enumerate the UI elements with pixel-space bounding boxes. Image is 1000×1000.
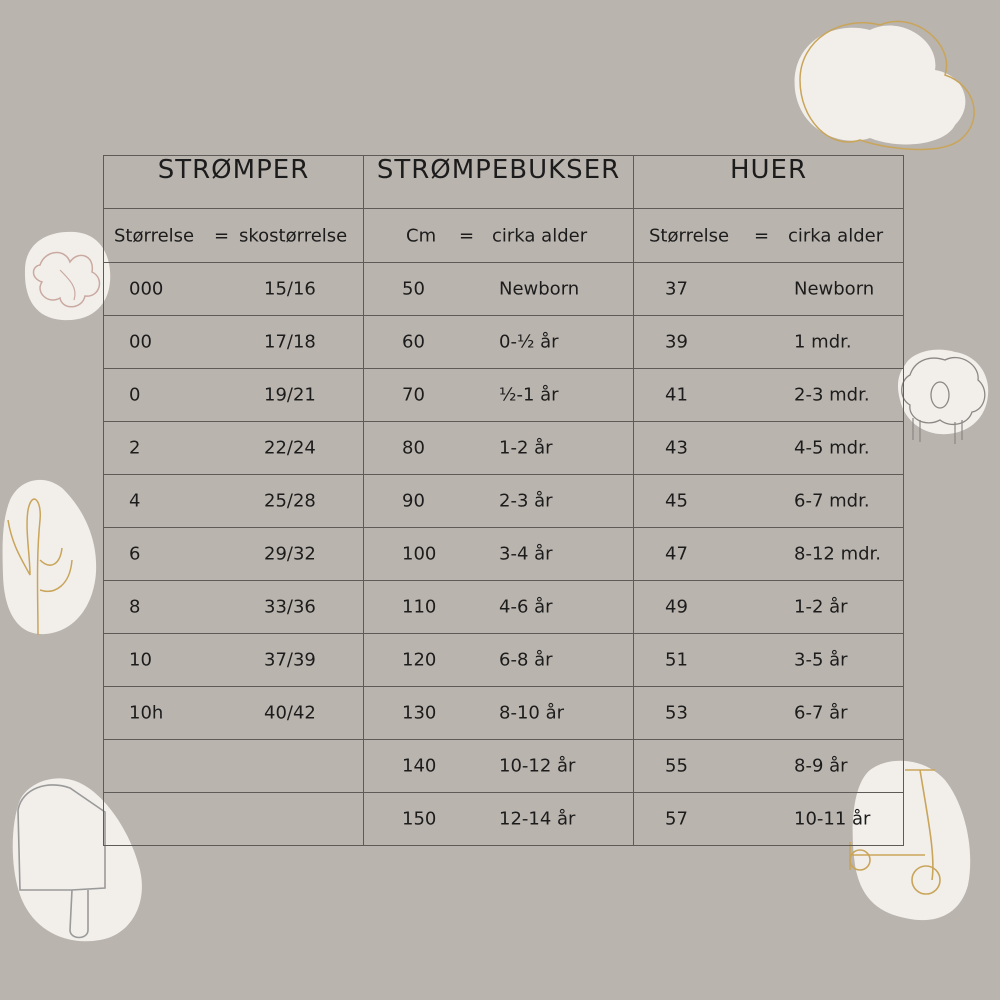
equivalent-value: 1 mdr.	[794, 331, 852, 353]
equivalent-value: 2-3 år	[499, 490, 553, 512]
equivalent-value: 17/18	[264, 331, 316, 353]
size-value: 140	[402, 755, 437, 777]
size-value: 55	[665, 755, 688, 777]
equivalent-value: 3-5 år	[794, 649, 848, 671]
subheader-huer	[634, 209, 904, 263]
size-table	[103, 155, 904, 846]
cell-huer	[634, 369, 904, 422]
size-value: 110	[402, 596, 437, 618]
size-value: 70	[402, 384, 425, 406]
equivalent-value: 33/36	[264, 596, 316, 618]
size-value: 10h	[129, 702, 164, 724]
equivalent-value: 4-6 år	[499, 596, 553, 618]
cell-strompebukser	[364, 263, 634, 316]
equivalent-value: 10-12 år	[499, 755, 576, 777]
cell-strompebukser	[364, 581, 634, 634]
equivalent-value: 8-12 mdr.	[794, 543, 882, 565]
equivalent-value: 0-½ år	[499, 331, 559, 353]
size-value: 60	[402, 331, 425, 353]
cloud-icon	[795, 21, 975, 149]
equivalent-value: 29/32	[264, 543, 316, 565]
size-value: 50	[402, 278, 425, 300]
cell-huer	[634, 793, 904, 846]
cell-huer	[634, 316, 904, 369]
size-value: 37	[665, 278, 688, 300]
size-value: 90	[402, 490, 425, 512]
table-row	[104, 316, 904, 369]
subheader-eq: =	[214, 225, 230, 246]
size-value: 000	[129, 278, 164, 300]
table-row	[104, 422, 904, 475]
size-value: 4	[129, 490, 141, 512]
subheader-eq: =	[754, 225, 770, 246]
equivalent-value: 6-7 mdr.	[794, 490, 870, 512]
equivalent-value: 1-2 år	[499, 437, 553, 459]
equivalent-value: 6-8 år	[499, 649, 553, 671]
cell-strompebukser	[364, 740, 634, 793]
size-value: 47	[665, 543, 688, 565]
subheader-label-left: Cm	[406, 225, 437, 246]
cell-strompebukser	[364, 528, 634, 581]
cell-huer	[634, 422, 904, 475]
cell-stromper	[104, 528, 364, 581]
equivalent-value: 2-3 mdr.	[794, 384, 870, 406]
table-row	[104, 740, 904, 793]
cell-strompebukser	[364, 369, 634, 422]
table-row	[104, 687, 904, 740]
equivalent-value: 1-2 år	[794, 596, 848, 618]
section-title-stromper: STRØMPER	[104, 156, 364, 209]
equivalent-value: 40/42	[264, 702, 316, 724]
size-value: 6	[129, 543, 141, 565]
size-value: 51	[665, 649, 688, 671]
equivalent-value: 10-11 år	[794, 808, 871, 830]
size-value: 49	[665, 596, 688, 618]
equivalent-value: 37/39	[264, 649, 316, 671]
cell-huer	[634, 263, 904, 316]
equivalent-value: ½-1 år	[499, 384, 559, 406]
size-value: 120	[402, 649, 437, 671]
subheader-strompebukser	[364, 209, 634, 263]
size-value: 80	[402, 437, 425, 459]
table-row	[104, 369, 904, 422]
size-value: 150	[402, 808, 437, 830]
table-row	[104, 475, 904, 528]
cell-stromper	[104, 793, 364, 846]
cactus-icon	[3, 480, 97, 635]
size-value: 45	[665, 490, 688, 512]
size-value: 39	[665, 331, 688, 353]
cell-stromper	[104, 369, 364, 422]
cell-stromper	[104, 581, 364, 634]
subheader-label-right: skostørrelse	[239, 225, 348, 246]
cell-huer	[634, 634, 904, 687]
size-value: 43	[665, 437, 688, 459]
cell-huer	[634, 581, 904, 634]
table-row	[104, 581, 904, 634]
subheader-label-right: cirka alder	[492, 225, 588, 246]
equivalent-value: Newborn	[794, 278, 875, 300]
cell-huer	[634, 475, 904, 528]
subheader-row	[104, 209, 904, 263]
cell-stromper	[104, 316, 364, 369]
equivalent-value: Newborn	[499, 278, 580, 300]
equivalent-value: 3-4 år	[499, 543, 553, 565]
cell-strompebukser	[364, 422, 634, 475]
size-value: 00	[129, 331, 152, 353]
table-row	[104, 528, 904, 581]
size-value: 2	[129, 437, 141, 459]
size-value: 100	[402, 543, 437, 565]
cell-strompebukser	[364, 475, 634, 528]
equivalent-value: 19/21	[264, 384, 316, 406]
equivalent-value: 8-9 år	[794, 755, 848, 777]
subheader-label-right: cirka alder	[788, 225, 884, 246]
cell-stromper	[104, 263, 364, 316]
size-value: 57	[665, 808, 688, 830]
cell-huer	[634, 740, 904, 793]
equivalent-value: 12-14 år	[499, 808, 576, 830]
cell-huer	[634, 528, 904, 581]
table-row	[104, 263, 904, 316]
section-title-strompebukser: STRØMPEBUKSER	[364, 156, 634, 209]
cell-strompebukser	[364, 793, 634, 846]
subheader-eq: =	[459, 225, 475, 246]
cell-strompebukser	[364, 316, 634, 369]
subheader-label-left: Størrelse	[114, 225, 195, 246]
table-row	[104, 793, 904, 846]
equivalent-value: 4-5 mdr.	[794, 437, 870, 459]
table-row	[104, 634, 904, 687]
size-value: 53	[665, 702, 688, 724]
section-title-row	[104, 156, 904, 209]
cell-stromper	[104, 634, 364, 687]
cell-stromper	[104, 687, 364, 740]
sheep-icon	[898, 350, 988, 444]
cell-strompebukser	[364, 687, 634, 740]
equivalent-value: 8-10 år	[499, 702, 565, 724]
size-value: 41	[665, 384, 688, 406]
size-value: 10	[129, 649, 152, 671]
equivalent-value: 15/16	[264, 278, 316, 300]
cell-stromper	[104, 475, 364, 528]
equivalent-value: 22/24	[264, 437, 316, 459]
size-value: 130	[402, 702, 437, 724]
cell-stromper	[104, 422, 364, 475]
section-title-huer: HUER	[634, 156, 904, 209]
subheader-label-left: Størrelse	[649, 225, 730, 246]
flower-icon	[25, 232, 110, 320]
size-value: 0	[129, 384, 141, 406]
size-rows	[104, 263, 904, 846]
size-value: 8	[129, 596, 141, 618]
cell-huer	[634, 687, 904, 740]
cell-strompebukser	[364, 634, 634, 687]
equivalent-value: 6-7 år	[794, 702, 848, 724]
equivalent-value: 25/28	[264, 490, 316, 512]
subheader-stromper	[104, 209, 364, 263]
cell-stromper	[104, 740, 364, 793]
